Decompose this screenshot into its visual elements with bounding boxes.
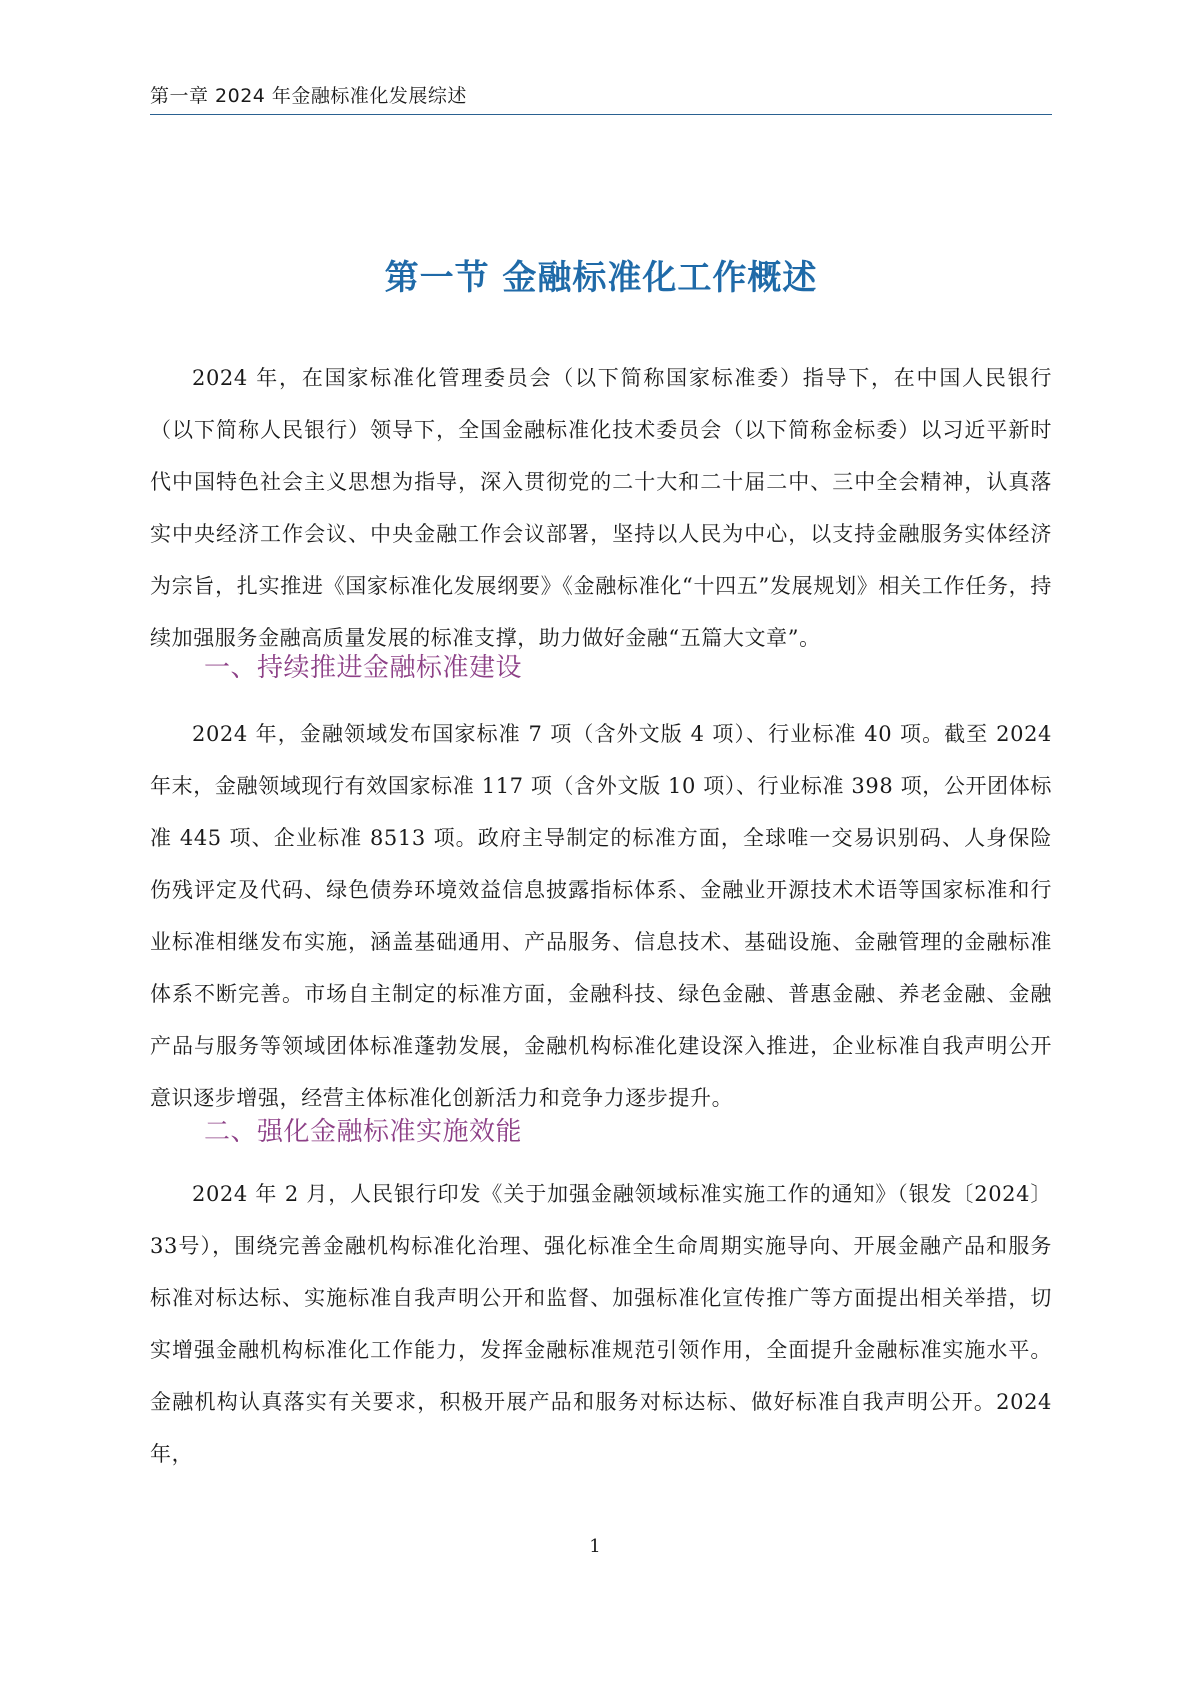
subheading-part1: 一、持续推进金融标准建设: [204, 653, 523, 683]
part1-paragraph: 2024 年，金融领域发布国家标准 7 项（含外文版 4 项）、行业标准 40 项。截至 2024 年末，金融领域现行有效国家标准 117 项（含外文版 10 项）、行业标准 398 项，公开团体标准 445 项、企业标准 8513 项。政府主导制定的标准方面，全球唯一交易识别码、人身保险伤残评定及代码、绿色债券环境效益信息披露指标体系、金融业开源技术术语等国家标准和行业标准相继发布实施，涵盖基础通用、产品服务、信息技术、基础设施、金融管理的金融标准体系不断完善。市场自主制定的标准方面，金融科技、绿色金融、普惠金融、养老金融、金融产品与服务等领域团体标准蓬勃发展，金融机构标准化建设深入推进，企业标准自我声明公开意识逐步增强，经营主体标准化创新活力和竞争力逐步提升。: [150, 722, 1052, 1110]
intro-paragraph: 2024 年，在国家标准化管理委员会（以下简称国家标准委）指导下，在中国人民银行（以下简称人民银行）领导下，全国金融标准化技术委员会（以下简称金标委）以习近平新时代中国特色社会主义思想为指导，深入贯彻党的二十大和二十届二中、三中全会精神，认真落实中央经济工作会议、中央金融工作会议部署，坚持以人民为中心，以支持金融服务实体经济为宗旨，扎实推进《国家标准化发展纲要》《金融标准化“十四五”发展规划》相关工作任务，持续加强服务金融高质量发展的标准支撑，助力做好金融“五篇大文章”。: [150, 366, 1052, 650]
section-title: 第一节 金融标准化工作概述: [384, 258, 818, 298]
part2-paragraph: 2024 年 2 月，人民银行印发《关于加强金融领域标准实施工作的通知》（银发〔2024〕33号），围绕完善金融机构标准化治理、强化标准全生命周期实施导向、开展金融产品和服务标准对标达标、实施标准自我声明公开和监督、加强标准化宣传推广等方面提出相关举措，切实增强金融机构标准化工作能力，发挥金融标准规范引领作用，全面提升金融标准实施水平。金融机构认真落实有关要求，积极开展产品和服务对标达标、做好标准自我声明公开。2024 年，: [150, 1182, 1052, 1466]
page-number: 1: [589, 1536, 601, 1557]
subheading-part2: 二、强化金融标准实施效能: [204, 1117, 523, 1147]
running-header: 第一章 2024 年金融标准化发展综述: [150, 84, 1052, 115]
